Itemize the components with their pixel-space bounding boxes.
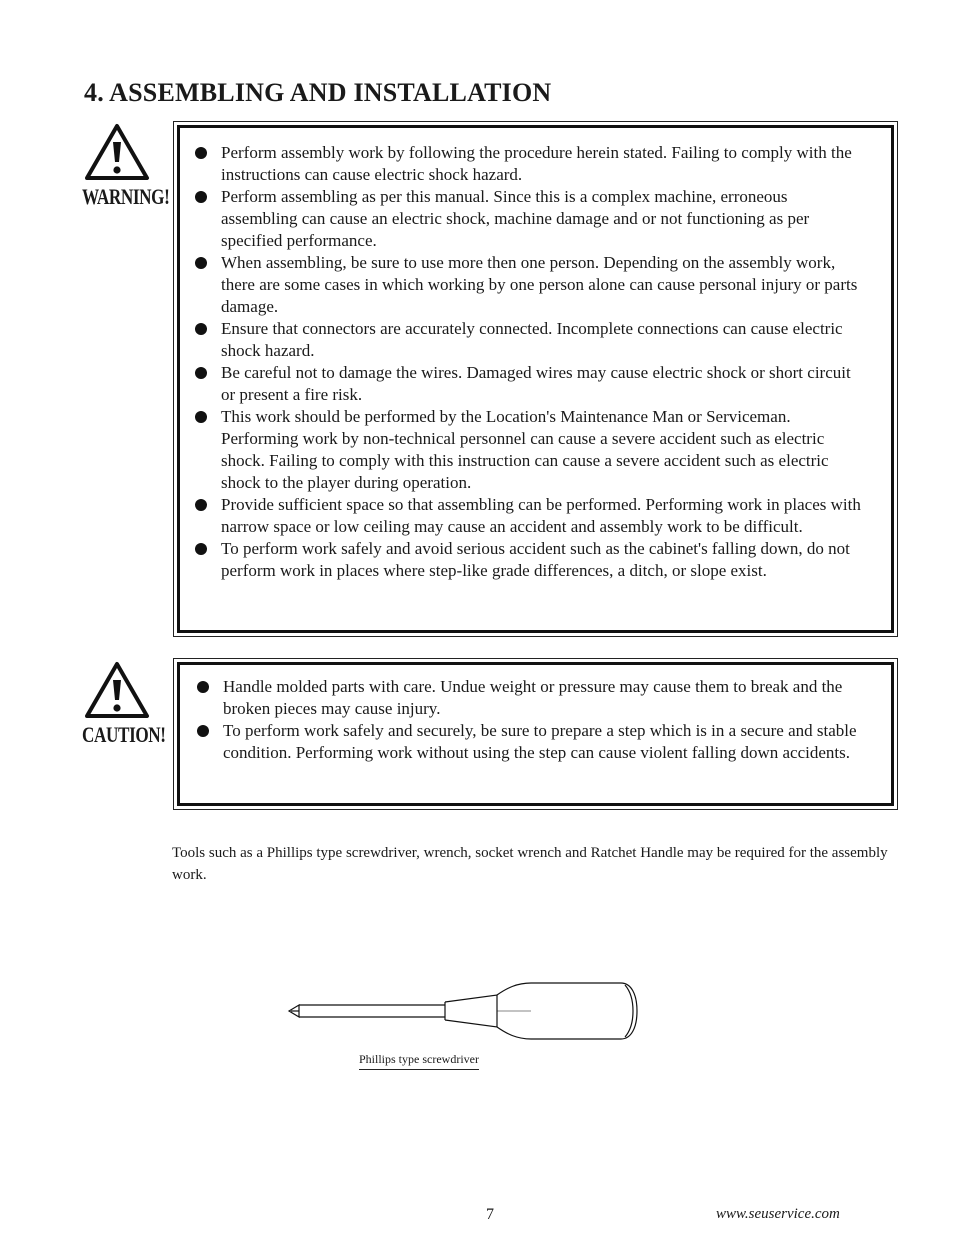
caution-item [197,676,867,720]
warning-item-text: Be careful not to damage the wires. Damaged wires may cause electric shock or short circuit or present a fire risk. [221,363,851,404]
caution-item-text: To perform work safely and securely, be sure to prepare a step which is in a secure and stable condition. Performing work without using the step can cause violent falling down accidents. [223,721,857,762]
footer-url[interactable]: www.seuservice.com [716,1206,840,1222]
bullet-icon [195,323,207,335]
warning-item-text: Ensure that connectors are accurately connected. Incomplete connections can cause electric shock hazard. [221,319,843,360]
caution-list [197,676,867,764]
caution-box [173,658,898,810]
warning-item [195,252,865,318]
warning-item-text: To perform work safely and avoid serious accident such as the cabinet's falling down, do not perform work in places where step-like grade differences, a ditch, or slope exist. [221,539,850,580]
warning-box [173,121,898,637]
warning-item [195,362,865,406]
bullet-icon [195,367,207,379]
warning-item [195,318,865,362]
bullet-icon [195,411,207,423]
warning-item [195,538,865,582]
bullet-icon [195,543,207,555]
warning-item [195,186,865,252]
warning-item [195,406,865,494]
caution-item-text: Handle molded parts with care. Undue weight or pressure may cause them to break and the broken pieces may cause injury. [223,677,843,718]
warning-item-text: This work should be performed by the Location's Maintenance Man or Serviceman. Performing work by non-technical personnel can cause a severe accident such as electric shock. Failing to comply with this instruction can cause a severe accident such as electric shock to the player during operation. [221,407,829,492]
warning-sign [82,122,170,210]
warning-item-text: Perform assembly work by following the procedure herein stated. Failing to comply with the instructions can cause electric shock hazard. [221,143,852,184]
page-title: 4. ASSEMBLING AND INSTALLATION [84,78,552,107]
warning-label: WARNING! [82,184,170,209]
warning-item-text: When assembling, be sure to use more then one person. Depending on the assembly work, there are some cases in which working by one person alone can cause personal injury or parts damage. [221,253,858,316]
bullet-icon [195,499,207,511]
tools-intro-text: Tools such as a Phillips type screwdriver, wrench, socket wrench and Ratchet Handle may be required for the assembly work. [172,845,888,883]
bullet-icon [197,681,209,693]
bullet-icon [195,147,207,159]
caution-label: CAUTION! [82,722,166,747]
warning-item-text: Perform assembling as per this manual. Since this is a complex machine, erroneous assembling can cause an electric shock, machine damage and or not functioning as per specified performance. [221,187,810,250]
bullet-icon [195,191,207,203]
bullet-icon [195,257,207,269]
bullet-icon [197,725,209,737]
figure-caption: Phillips type screwdriver [359,1052,479,1070]
warning-list [195,142,865,582]
page-number: 7 [486,1206,494,1223]
caution-item [197,720,867,764]
warning-item [195,142,865,186]
phillips-screwdriver-icon [285,978,645,1044]
exclamation-triangle-icon [83,660,151,720]
warning-item-text: Provide sufficient space so that assembling can be performed. Performing work in places with narrow space or low ceiling may cause an accident and assembly work to be difficult. [221,495,861,536]
caution-sign [82,660,166,748]
warning-item [195,494,865,538]
exclamation-triangle-icon [83,122,151,182]
